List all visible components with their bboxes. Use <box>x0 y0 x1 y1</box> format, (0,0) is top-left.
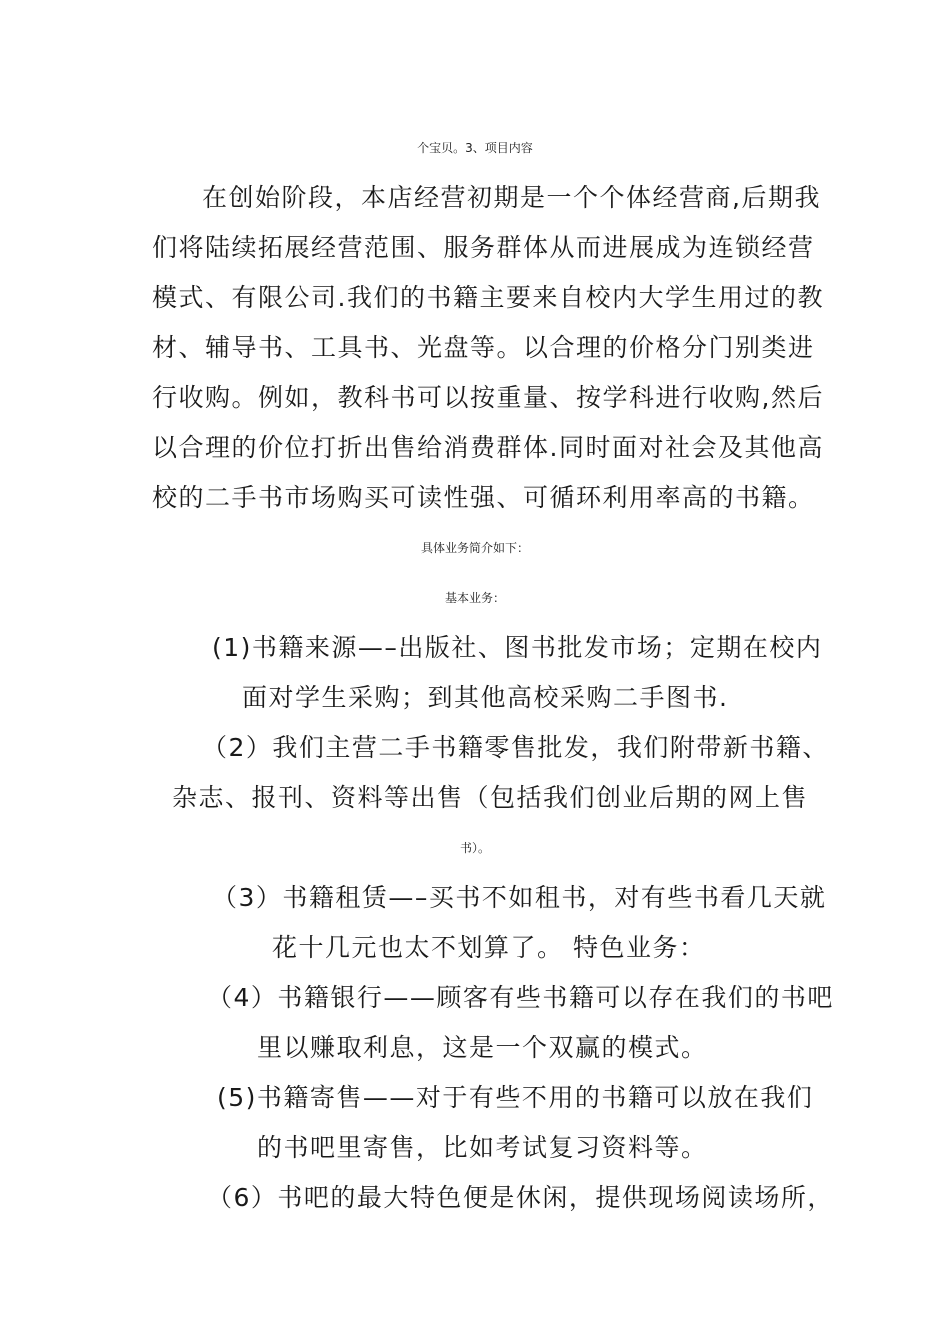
list-item-line: 花十几元也太不划算了。 特色业务： <box>272 933 706 962</box>
list-item-line: 杂志、报刊、资料等出售（包括我们创业后期的网上售 <box>172 783 809 812</box>
list-item-line: (5)书籍寄售——对于有些不用的书籍可以放在我们 <box>217 1083 814 1112</box>
paragraph-line: 材、辅导书、工具书、光盘等。以合理的价格分门别类进 <box>152 333 815 362</box>
paragraph-line: 行收购。例如，教科书可以按重量、按学科进行收购,然后 <box>152 383 824 412</box>
paragraph-line: 校的二手书市场购买可读性强、可循环利用率高的书籍。 <box>152 483 815 512</box>
list-item-line: （6）书吧的最大特色便是休闲，提供现场阅读场所， <box>207 1183 834 1212</box>
list-item-line: 书）。 <box>459 841 490 855</box>
section-heading-line: 个宝贝。3、项目内容 <box>417 141 533 155</box>
list-item-line: (1)书籍来源—–出版社、图书批发市场；定期在校内 <box>212 633 823 662</box>
paragraph-line: 们将陆续拓展经营范围、服务群体从而进展成为连锁经营 <box>152 233 815 262</box>
paragraph-line: 以合理的价位打折出售给消费群体.同时面对社会及其他高 <box>152 433 824 462</box>
paragraph-line: 模式、有限公司.我们的书籍主要来自校内大学生用过的教 <box>152 283 824 312</box>
list-item-line: （4）书籍银行——顾客有些书籍可以存在我们的书吧 <box>207 983 834 1012</box>
basic-business-heading: 基本业务： <box>444 591 505 605</box>
business-intro-heading: 具体业务简介如下： <box>420 541 529 555</box>
list-item-line: 面对学生采购；到其他高校采购二手图书. <box>242 683 729 712</box>
list-item-line: 的书吧里寄售，比如考试复习资料等。 <box>257 1133 708 1162</box>
list-item-line: （3）书籍租赁—–买书不如租书，对有些书看几天就 <box>212 883 827 912</box>
list-item-line: （2）我们主营二手书籍零售批发，我们附带新书籍、 <box>202 733 829 762</box>
list-item-line: 里以赚取利息，这是一个双赢的模式。 <box>257 1033 708 1062</box>
paragraph-line: 在创始阶段，本店经营初期是一个个体经营商,后期我 <box>202 183 821 212</box>
